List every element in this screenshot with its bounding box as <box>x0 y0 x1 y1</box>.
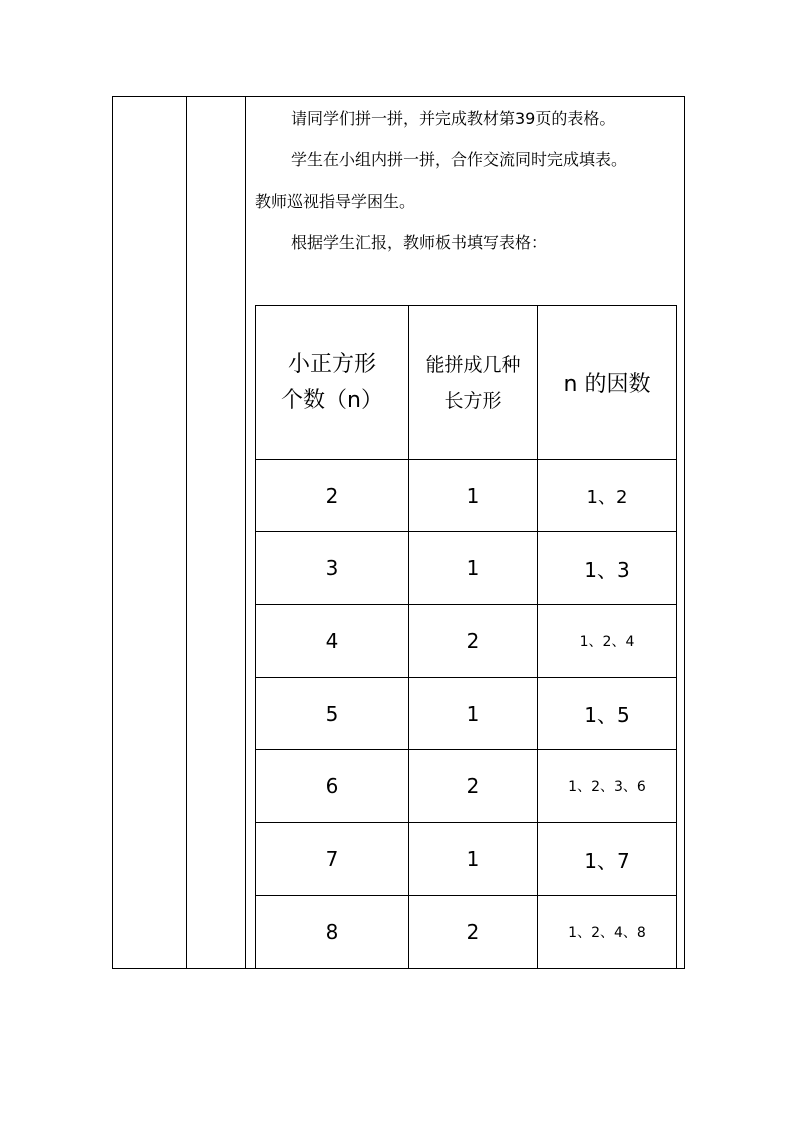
cell-ways: 1 <box>466 701 480 726</box>
paragraph-3: 教师巡视指导学困生。 <box>255 192 416 211</box>
cell-n: 2 <box>325 483 339 508</box>
cell-ways: 1 <box>466 483 480 508</box>
column-divider-1 <box>186 96 187 969</box>
header-ways <box>409 306 537 459</box>
cell-ways: 2 <box>466 920 480 944</box>
header-count-line2: 个数（n） <box>281 387 383 413</box>
cell-factors: 1、2 <box>586 486 628 508</box>
cell-factors: 1、2、4、8 <box>568 925 646 941</box>
header-ways-line1: 能拼成几种 <box>425 353 521 376</box>
paragraph-1: 请同学们拼一拼，并完成教材第39页的表格。 <box>291 109 616 128</box>
cell-n: 6 <box>325 774 339 798</box>
cell-ways: 1 <box>466 847 480 871</box>
cell-ways: 2 <box>466 629 480 653</box>
cell-n: 3 <box>325 556 339 580</box>
header-count <box>256 306 408 459</box>
cell-n: 5 <box>325 701 339 726</box>
cell-factors: 1、7 <box>584 848 630 873</box>
cell-ways: 1 <box>466 556 480 580</box>
cell-factors: 1、2、3、6 <box>568 779 646 795</box>
outer-left-border <box>112 96 113 969</box>
cell-factors: 1、5 <box>584 703 630 727</box>
cell-n: 7 <box>325 847 339 871</box>
cell-n: 8 <box>325 920 339 944</box>
outer-right-border <box>684 96 685 969</box>
header-ways-line2: 长方形 <box>444 389 502 412</box>
table-right-border <box>676 305 677 969</box>
cell-factors: 1、2、4 <box>579 634 635 650</box>
cell-ways: 2 <box>466 774 480 798</box>
header-factors: n 的因数 <box>563 372 651 397</box>
column-divider-2 <box>245 96 246 969</box>
cell-n: 4 <box>325 629 339 653</box>
paragraph-2: 学生在小组内拼一拼，合作交流同时完成填表。 <box>291 150 628 169</box>
header-count-line1: 小正方形 <box>287 351 376 377</box>
outer-bottom-border <box>112 968 685 969</box>
cell-factors: 1、3 <box>584 557 630 582</box>
paragraph-4: 根据学生汇报，教师板书填写表格： <box>291 233 548 252</box>
outer-top-border <box>112 96 685 97</box>
